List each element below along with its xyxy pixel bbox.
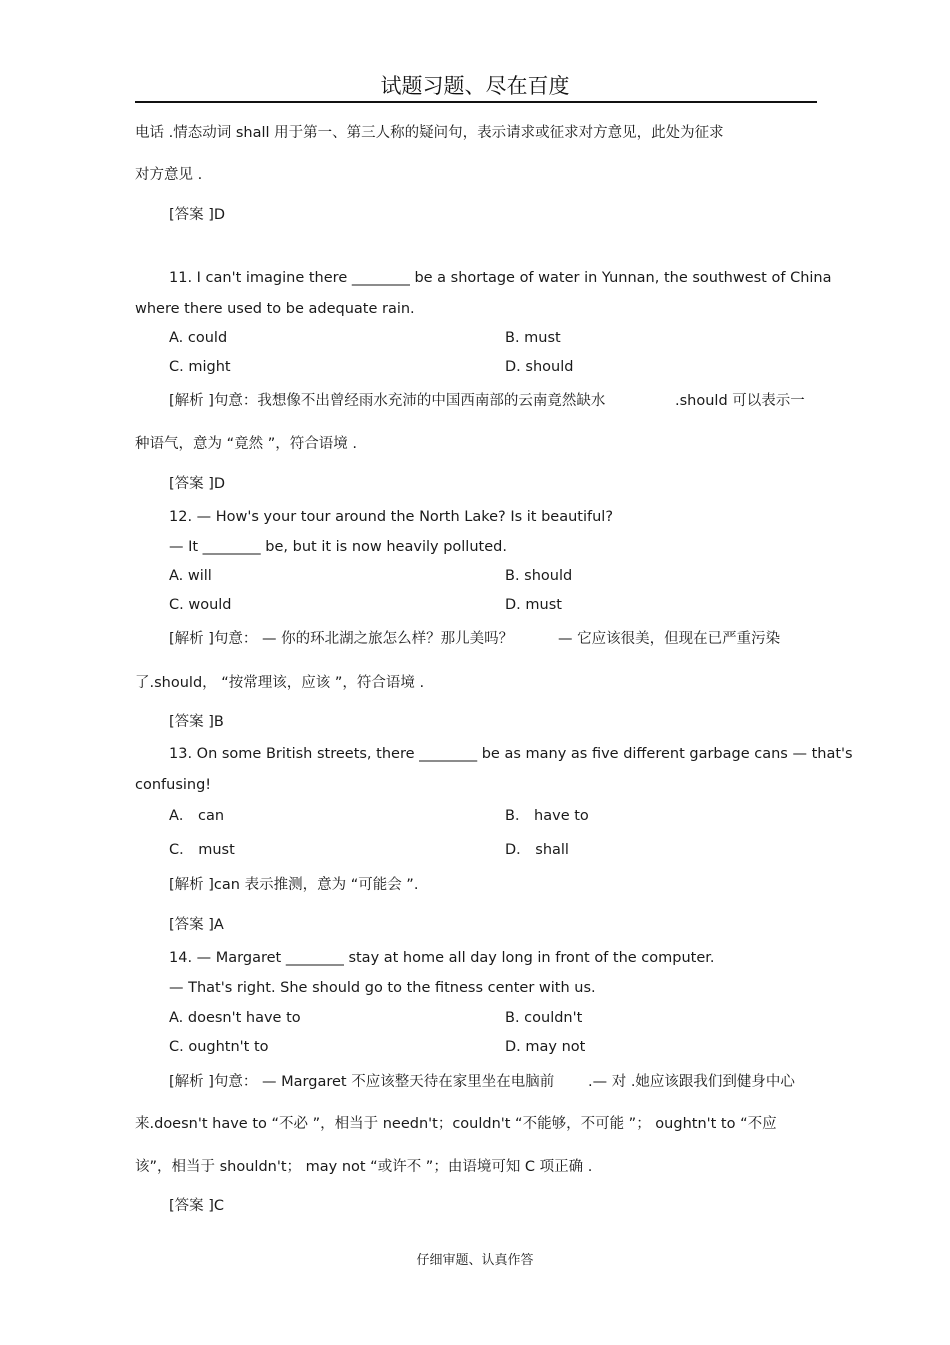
answer-line: [答案 ]B — [169, 714, 224, 730]
text-line: 电话 .情态动词 shall 用于第一、第三人称的疑问句，表示请求或征求对方意见，此处为征求 — [135, 125, 724, 141]
option-b: B． have to — [505, 808, 589, 824]
option-d: D． shall — [505, 842, 569, 858]
option-b: B. should — [505, 568, 573, 584]
answer-line: [答案 ]C — [169, 1198, 225, 1214]
option-b: B. couldn't — [505, 1010, 583, 1026]
question-13: 13. On some British streets, there ________ be as many as five different garbage cans — that's — [169, 746, 853, 762]
analysis-line: .— 对 .她应该跟我们到健身中心 — [588, 1074, 795, 1090]
page-footer: 仔细审题、认真作答 — [416, 1253, 534, 1268]
text-line: 对方意见 . — [135, 167, 203, 183]
option-d: D. may not — [505, 1039, 586, 1055]
analysis-line: [解析 ]句意：我想像不出曾经雨水充沛的中国西南部的云南竟然缺水 — [169, 393, 606, 409]
analysis-line: [解析 ]can 表示推测，意为 “可能会 ”. — [169, 877, 419, 893]
option-a: A. doesn't have to — [169, 1010, 301, 1026]
option-a: A. could — [169, 330, 228, 346]
text-line: 来.doesn't have to “不必 ”，相当于 needn't；couldn't “不能够，不可能 ”； oughtn't to “不应 — [135, 1116, 777, 1132]
header-divider — [135, 101, 817, 103]
text-line: — It ________ be, but it is now heavily polluted. — [169, 539, 507, 555]
option-c: C. might — [169, 359, 231, 375]
option-d: D. should — [505, 359, 574, 375]
option-a: A． can — [169, 808, 225, 824]
question-11: 11. I can't imagine there ________ be a shortage of water in Yunnan, the southwest of China — [169, 270, 832, 286]
answer-line: [答案 ]A — [169, 917, 224, 933]
option-b: B. must — [505, 330, 561, 346]
text-line: where there used to be adequate rain. — [135, 301, 415, 317]
analysis-line: .should 可以表示一 — [675, 393, 805, 409]
answer-line: [答案 ]D — [169, 476, 226, 492]
text-line: 了.should， “按常理该，应该 ”，符合语境 . — [135, 675, 425, 691]
option-c: C． must — [169, 842, 235, 858]
text-line: confusing! — [135, 777, 212, 793]
text-line: 种语气，意为 “竟然 ”，符合语境 . — [135, 436, 357, 452]
answer-line: [答案 ]D — [169, 207, 226, 223]
page-header-title: 试题习题、尽在百度 — [380, 74, 570, 98]
analysis-line: [解析 ]句意： — Margaret 不应该整天待在家里坐在电脑前 — [169, 1074, 555, 1090]
question-14: 14. — Margaret ________ stay at home all day long in front of the computer. — [169, 950, 715, 966]
option-c: C. oughtn't to — [169, 1039, 269, 1055]
option-c: C. would — [169, 597, 232, 613]
analysis-line: — 它应该很美，但现在已严重污染 — [558, 631, 781, 647]
text-line: 该”，相当于 shouldn't； may not “或许不 ”；由语境可知 C 项正确 . — [135, 1159, 593, 1175]
option-d: D. must — [505, 597, 562, 613]
option-a: A. will — [169, 568, 212, 584]
question-12: 12. — How's your tour around the North Lake? Is it beautiful? — [169, 509, 614, 525]
analysis-line: [解析 ]句意： — 你的环北湖之旅怎么样？那儿美吗？ — [169, 631, 514, 647]
text-line: — That's right. She should go to the fitness center with us. — [169, 980, 596, 996]
